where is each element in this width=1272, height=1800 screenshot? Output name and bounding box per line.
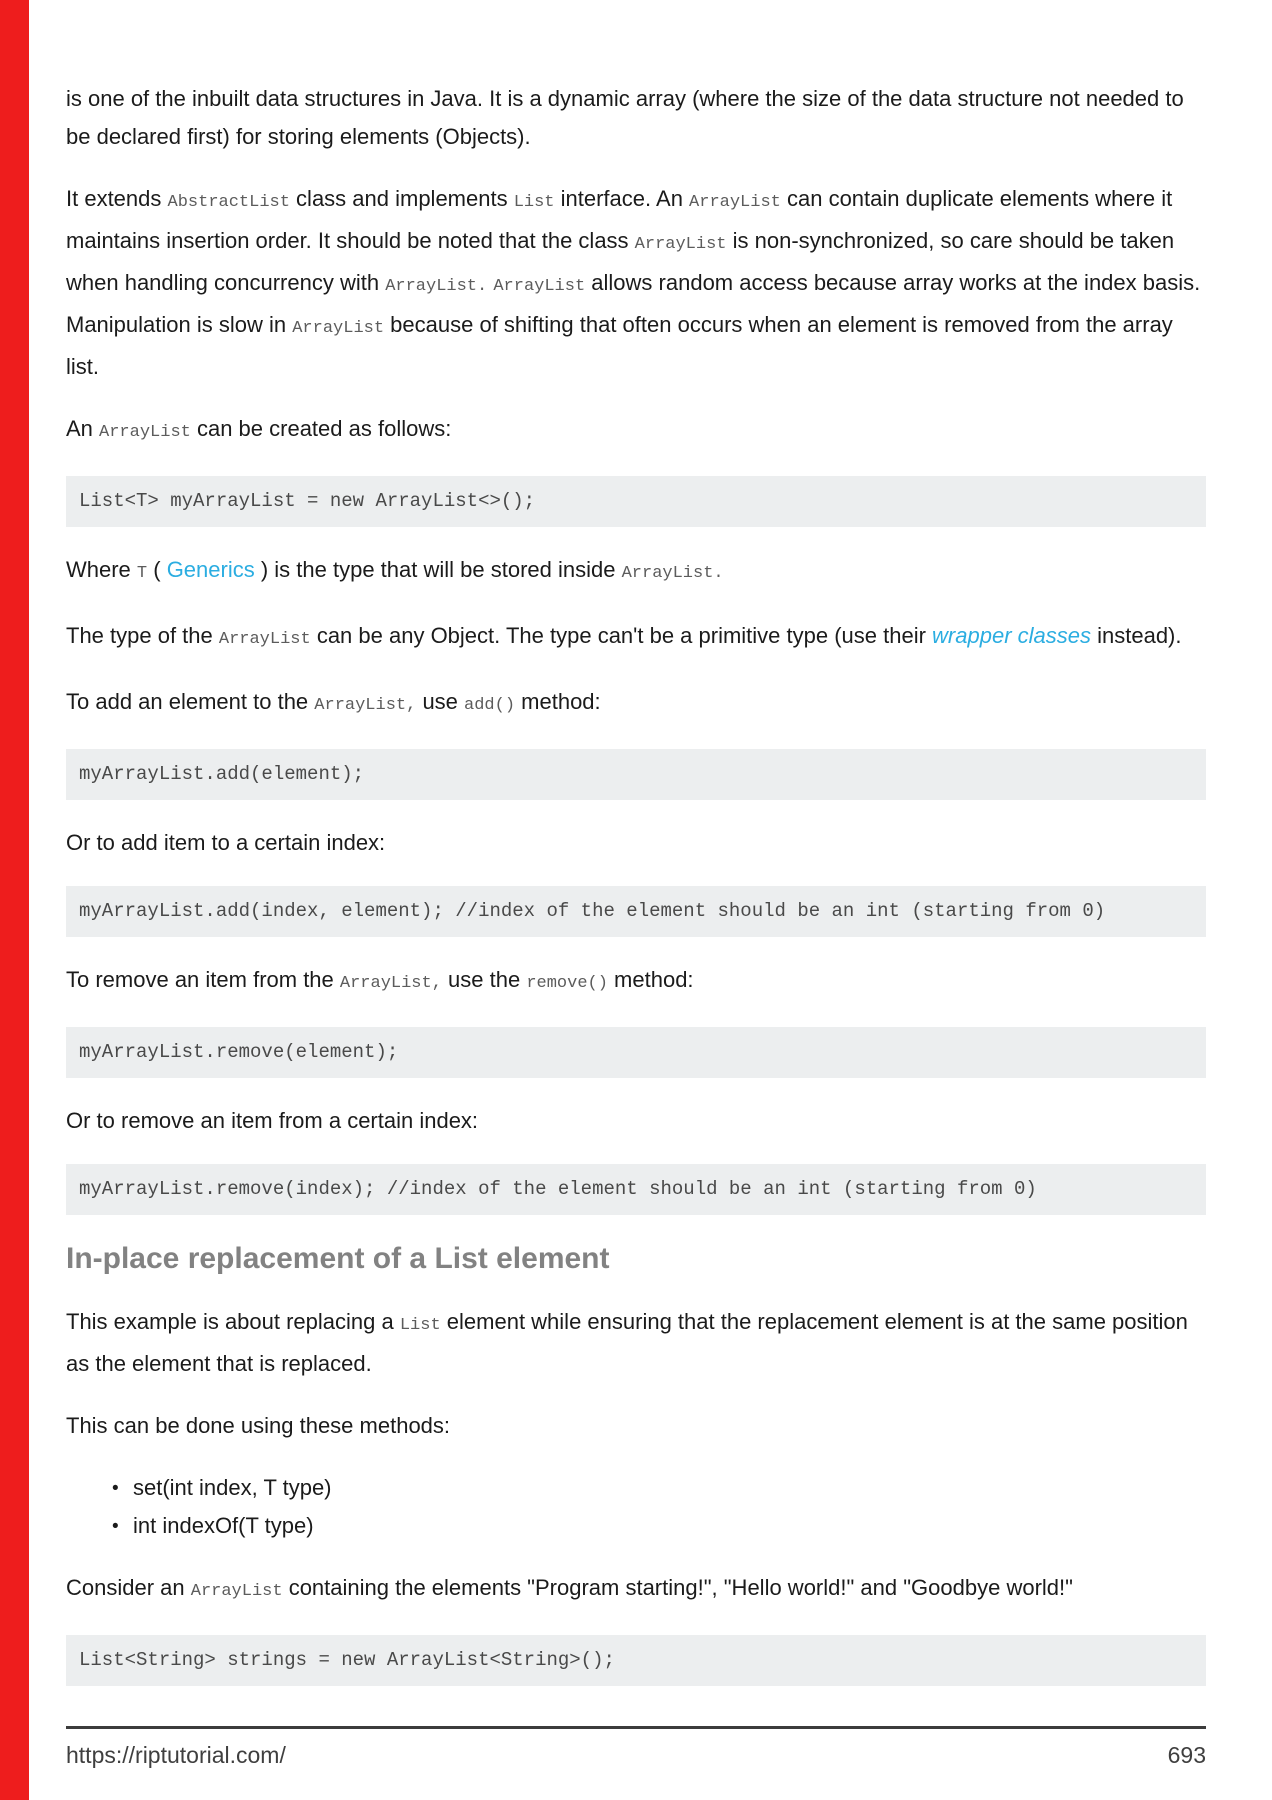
code-block: List<T> myArrayList = new ArrayList<>(); (66, 476, 1206, 527)
text-run: allows random access because array works at the index basis. Manipulation is slow in (66, 270, 1201, 337)
text-run: Or to add item to a certain index: (66, 830, 386, 855)
text-run: method: (607, 967, 694, 992)
section-heading: In-place replacement of a List element (66, 1242, 610, 1275)
document-page-content (66, 80, 1206, 1710)
inline-code: ArrayList (689, 193, 781, 212)
inline-code: List (399, 1316, 441, 1335)
inline-link[interactable]: wrapper classes (932, 623, 1091, 648)
text-run: Or to remove an item from a certain index: (66, 1108, 479, 1133)
text-run: Where (66, 557, 137, 582)
footer-page-number: 693 (1167, 1742, 1206, 1768)
list-item: • int indexOf(T type) (66, 1507, 1206, 1545)
code-block: myArrayList.remove(index); //index of the element should be an int (starting from 0) (66, 1164, 1206, 1215)
text-run: To remove an item from the (66, 967, 340, 992)
text-run: This can be done using these methods: (66, 1413, 451, 1438)
text-run: This example is about replacing a (66, 1309, 400, 1334)
inline-code: T (136, 564, 148, 583)
left-accent-bar (0, 0, 29, 1800)
paragraph (66, 961, 1206, 1003)
text-run: is non-synchronized, so care should be taken when handling concurrency with (66, 228, 1175, 295)
text-run: The type of the (66, 623, 219, 648)
text-run: can be any Object. The type can't be a primitive type (use their (310, 623, 933, 648)
text-run: To add an element to the (66, 689, 315, 714)
paragraph (66, 1407, 1206, 1445)
text-run: use the (441, 967, 527, 992)
text-run: instead). (1091, 623, 1182, 648)
page-footer (66, 1726, 1206, 1769)
paragraph (66, 1102, 1206, 1140)
inline-code: ArrayList (99, 423, 191, 442)
paragraph (66, 824, 1206, 862)
list-item: • set(int index, T type) (66, 1469, 1206, 1507)
footer-url-link[interactable]: https://riptutorial.com/ (66, 1742, 286, 1768)
inline-code: ArrayList (218, 630, 311, 649)
inline-code: ArrayList, (314, 696, 417, 715)
inline-code: ArrayList (292, 319, 385, 338)
inline-code: ArrayList (190, 1582, 283, 1601)
paragraph (66, 1569, 1206, 1611)
text-run: class and implements (289, 186, 514, 211)
code-block: List<String> strings = new ArrayList<String>(); (66, 1635, 1206, 1686)
paragraph (66, 683, 1206, 725)
text-run: is one of the inbuilt data structures in Java. It is a dynamic array (where the size of the data structure not needed to be declared first) for storing elements (Objects). (66, 86, 1184, 149)
text-run: interface. An (554, 186, 690, 211)
paragraph (66, 617, 1206, 659)
inline-code: ArrayList. (385, 277, 488, 296)
text-run: ( (147, 557, 167, 582)
text-run: Consider an (66, 1575, 191, 1600)
inline-code: ArrayList, (339, 974, 442, 993)
paragraph (66, 1303, 1206, 1383)
paragraph (66, 80, 1206, 156)
inline-code: remove() (526, 974, 608, 993)
inline-code: add() (464, 696, 516, 715)
text-run: use (416, 689, 465, 714)
code-block: myArrayList.remove(element); (66, 1027, 1206, 1078)
paragraph (66, 180, 1206, 386)
bullet-list (66, 1469, 1206, 1545)
inline-link[interactable]: Generics (166, 557, 255, 582)
text-run: element while ensuring that the replacement element is at the same position as the element that is replaced. (66, 1309, 1188, 1376)
text-run: An (66, 416, 100, 441)
paragraph (66, 410, 1206, 452)
text-run: can be created as follows: (190, 416, 452, 441)
text-run: It extends (66, 186, 168, 211)
inline-code: ArrayList (634, 235, 727, 254)
code-block: myArrayList.add(element); (66, 749, 1206, 800)
inline-code: List (513, 193, 555, 212)
text-run: method: (515, 689, 601, 714)
text-run: ) is the type that will be stored inside (254, 557, 622, 582)
inline-code: ArrayList. (621, 564, 724, 583)
text-run: can contain duplicate elements where it maintains insertion order. It should be noted that the class (66, 186, 1173, 253)
paragraph (66, 551, 1206, 593)
code-block: myArrayList.add(index, element); //index of the element should be an int (starting from 0) (66, 886, 1206, 937)
inline-code: ArrayList (493, 277, 586, 296)
text-run: containing the elements "Program starting!", "Hello world!" and "Goodbye world!" (282, 1575, 1073, 1600)
inline-code: AbstractList (167, 193, 290, 212)
text-run: because of shifting that often occurs when an element is removed from the array list. (66, 312, 1173, 379)
